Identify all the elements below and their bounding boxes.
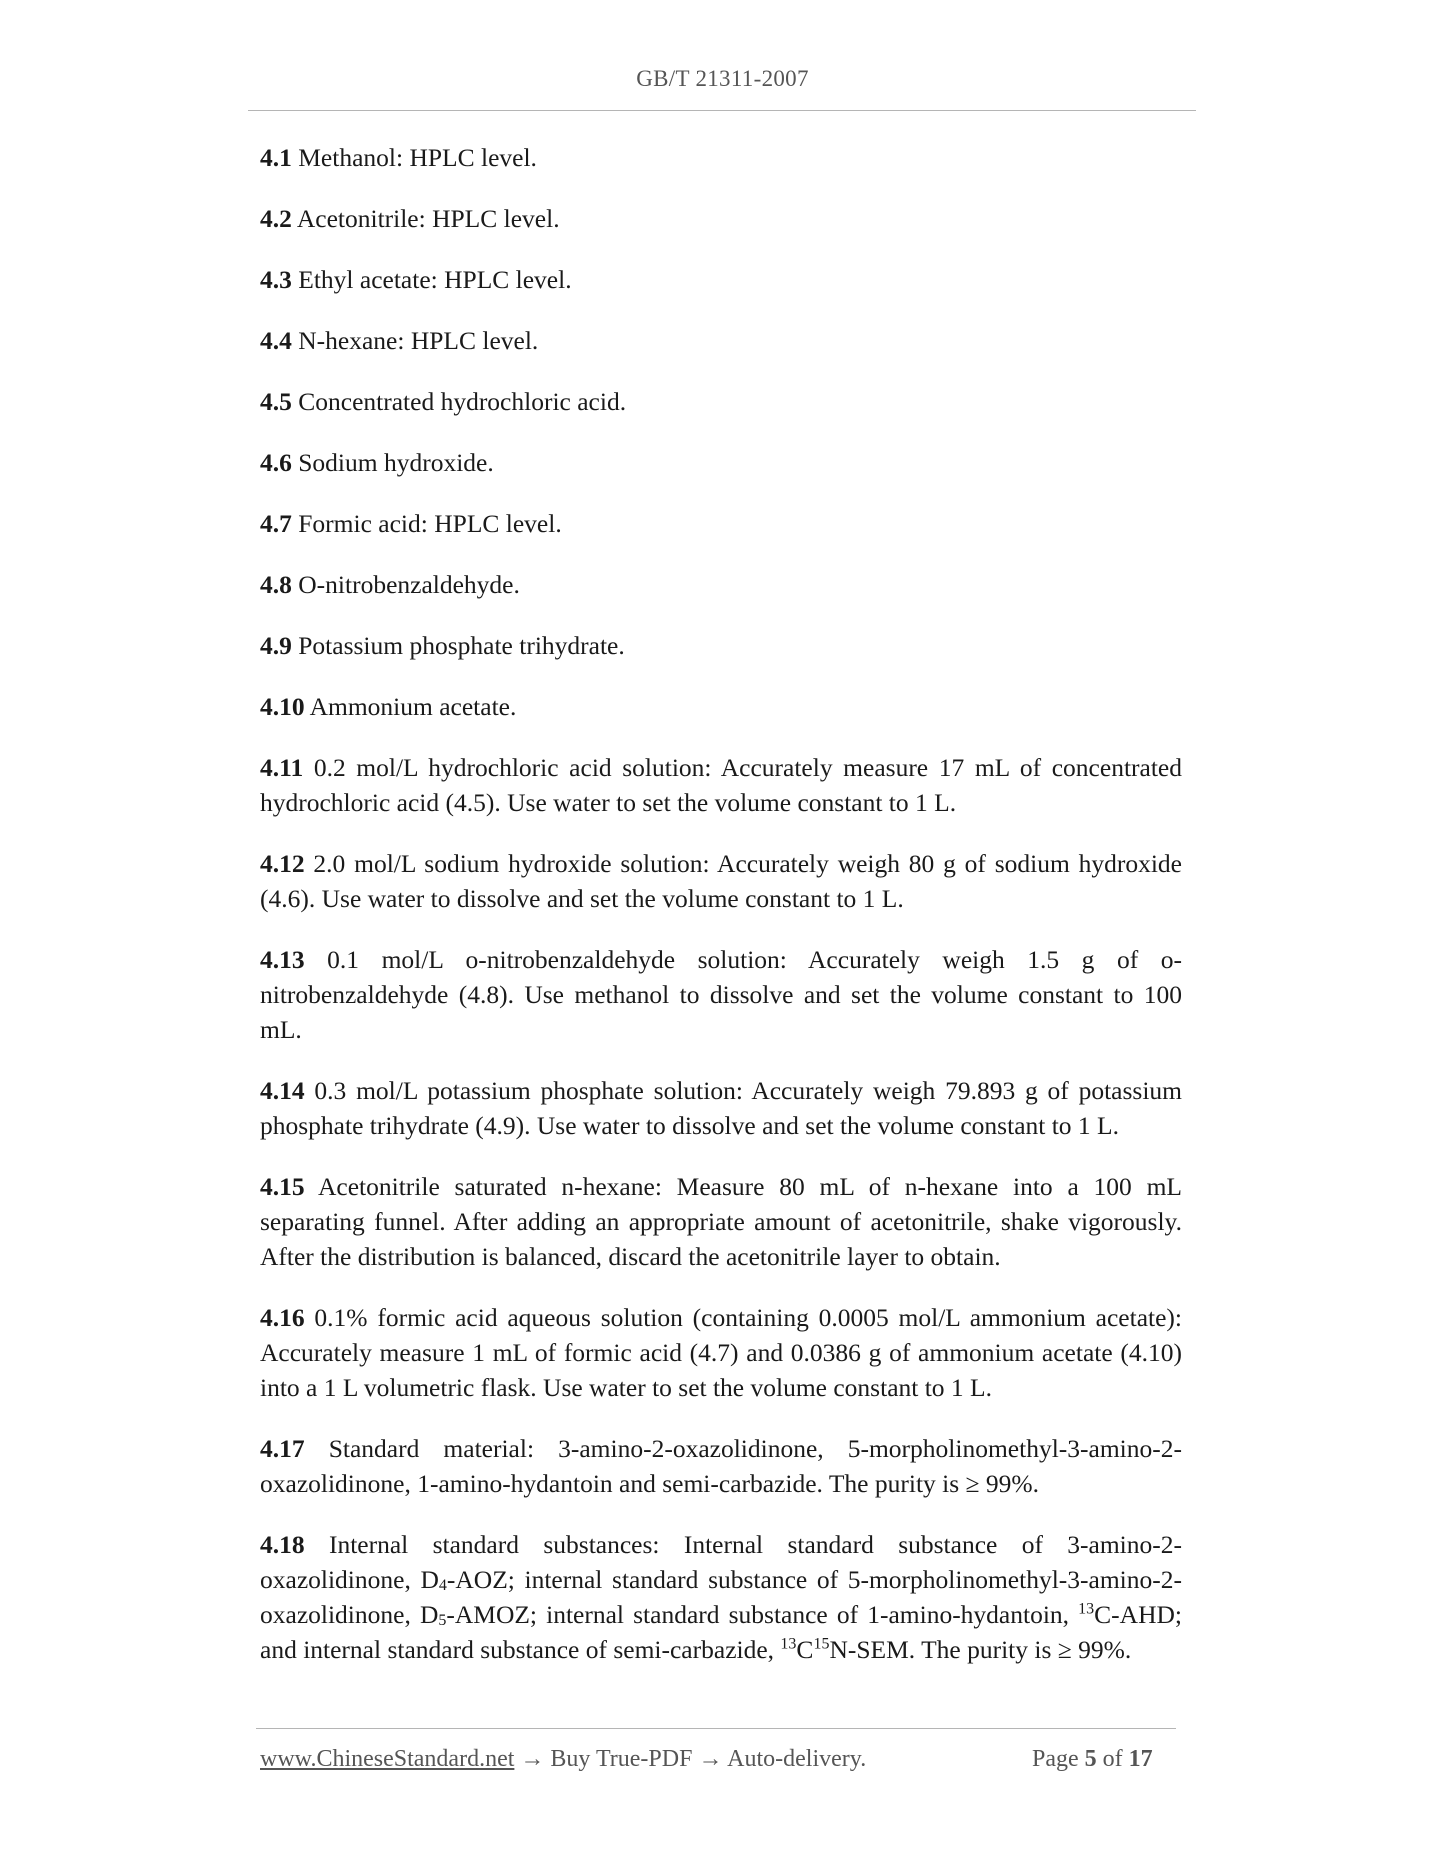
page-label: Page [1032,1746,1085,1772]
header-title: GB/T 21311-2007 [636,66,809,91]
clause-number: 4.1 [260,143,292,172]
clause-text: Concentrated hydrochloric acid. [291,387,627,416]
subscript: 4 [438,1577,447,1594]
clause-text-part: C-AHD; and internal standard substance of semi-carbazide, [260,1600,1182,1664]
clause-text-part: Internal standard substances: Internal standard substance of 3-amino-2-oxazolidinone, D [260,1530,1182,1594]
clause-number: 4.10 [260,692,305,721]
clause-text: O-nitrobenzaldehyde. [291,570,520,599]
clause-4-11 [260,750,1182,820]
clause-4-8 [260,567,1182,602]
clause-text-part: -AOZ; internal standard substance of 5-morpholinomethyl-3-amino-2-oxazolidinone, D [260,1565,1182,1629]
clause-text: 2.0 mol/L sodium hydroxide solution: Accurately weigh 80 g of sodium hydroxide (4.6). Use water to dissolve and set the volume constant to 1 L. [260,849,1182,913]
clause-text: Acetonitrile saturated n-hexane: Measure 80 mL of n-hexane into a 100 mL separating funnel. After adding an appropriate amount of acetonitrile, shake vigorously. After the distribution is balanced, discard the acetonitrile layer to obtain. [260,1172,1182,1271]
clause-number: 4.17 [260,1434,305,1463]
clause-text: Ethyl acetate: HPLC level. [291,265,572,294]
superscript: 15 [813,1635,830,1653]
superscript: 13 [780,1635,797,1653]
clause-text-part: N-SEM. The purity is ≥ 99%. [829,1635,1132,1664]
clause-number: 4.5 [260,387,292,416]
clause-number: 4.13 [260,945,305,974]
clause-number: 4.3 [260,265,292,294]
clause-4-5 [260,384,1182,419]
clause-4-9 [260,628,1182,663]
clause-text: 0.1 mol/L o-nitrobenzaldehyde solution: Accurately weigh 1.5 g of o-nitrobenzaldehyde (4.8). Use methanol to dissolve and set the volume constant to 100 mL. [260,945,1182,1044]
clause-4-10 [260,689,1182,724]
clause-number: 4.14 [260,1076,305,1105]
clause-text-part: C [796,1635,814,1664]
footer-promo [260,1746,866,1773]
clause-4-4 [260,323,1182,358]
clause-text: 0.3 mol/L potassium phosphate solution: Accurately weigh 79.893 g of potassium phosphate trihydrate (4.9). Use water to dissolve and set the volume constant to 1 L. [260,1076,1182,1140]
arrow-right-icon: → [514,1746,551,1772]
page-number: 5 [1084,1746,1097,1772]
clause-4-1 [260,140,1182,175]
clause-text: Acetonitrile: HPLC level. [291,204,560,233]
clause-number: 4.18 [260,1530,305,1559]
clause-4-3 [260,262,1182,297]
clause-4-14 [260,1073,1182,1143]
document-body [260,140,1182,1693]
page-total: 17 [1128,1746,1153,1772]
clause-4-12 [260,846,1182,916]
auto-delivery-text: Auto-delivery. [727,1746,867,1772]
clause-number: 4.11 [260,753,304,782]
clause-4-6 [260,445,1182,480]
clause-4-2 [260,201,1182,236]
clause-text: N-hexane: HPLC level. [291,326,539,355]
superscript: 13 [1078,1600,1095,1618]
buy-pdf-text: Buy True-PDF [550,1746,693,1772]
clause-text: Potassium phosphate trihydrate. [291,631,625,660]
footer-divider [256,1728,1176,1729]
clause-4-16 [260,1300,1182,1405]
clause-number: 4.9 [260,631,292,660]
clause-number: 4.4 [260,326,292,355]
clause-text: Formic acid: HPLC level. [291,509,562,538]
clause-text-part: -AMOZ; internal standard substance of 1-amino-hydantoin, [446,1600,1079,1629]
header-divider [248,110,1196,111]
of-label: of [1096,1746,1129,1772]
clause-text: Sodium hydroxide. [291,448,494,477]
subscript: 5 [438,1612,447,1629]
arrow-right-icon: → [692,1746,728,1772]
clause-text: 0.2 mol/L hydrochloric acid solution: Accurately measure 17 mL of concentrated hydrochloric acid (4.5). Use water to set the volume constant to 1 L. [260,753,1182,817]
clause-text: Ammonium acetate. [304,692,517,721]
clause-number: 4.16 [260,1303,305,1332]
clause-text: Methanol: HPLC level. [291,143,537,172]
website-link[interactable]: www.ChineseStandard.net [260,1746,515,1772]
clause-4-7 [260,506,1182,541]
clause-text: 0.1% formic acid aqueous solution (containing 0.0005 mol/L ammonium acetate): Accurately measure 1 mL of formic acid (4.7) and 0.0386 g of ammonium acetate (4.10) into a 1 L volumetric flask. Use water to set the volume constant to 1 L. [260,1303,1182,1402]
clause-number: 4.8 [260,570,292,599]
clause-number: 4.7 [260,509,292,538]
clause-4-17 [260,1431,1182,1501]
clause-text: Standard material: 3-amino-2-oxazolidinone, 5-morpholinomethyl-3-amino-2-oxazolidinone, 1-amino-hydantoin and semi-carbazide. The purity is ≥ 99%. [260,1434,1182,1498]
page-indicator [1032,1746,1153,1773]
clause-number: 4.15 [260,1172,305,1201]
clause-4-13 [260,942,1182,1047]
clause-number: 4.12 [260,849,305,878]
clause-4-15 [260,1169,1182,1274]
clause-4-18 [260,1527,1182,1667]
clause-number: 4.6 [260,448,292,477]
clause-number: 4.2 [260,204,292,233]
